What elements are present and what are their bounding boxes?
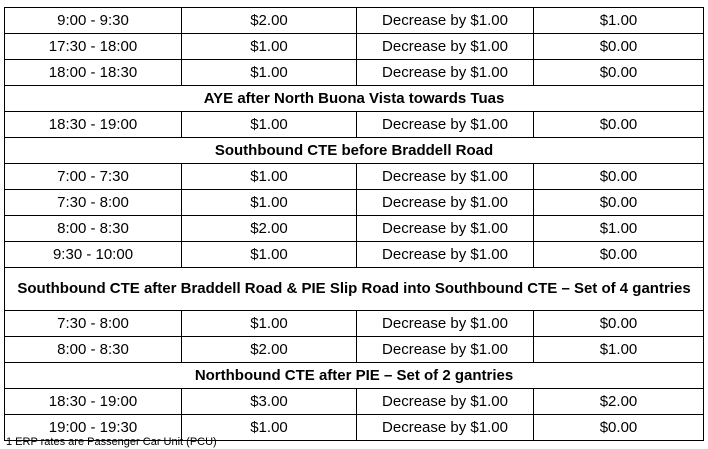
time-cell: 17:30 - 18:00 <box>5 34 182 60</box>
section-header-row <box>5 86 704 112</box>
change-cell: Decrease by $1.00 <box>357 311 534 337</box>
time-cell: 9:00 - 9:30 <box>5 8 182 34</box>
new-rate-cell: $0.00 <box>534 190 704 216</box>
change-cell: Decrease by $1.00 <box>357 389 534 415</box>
current-rate-cell: $2.00 <box>182 216 357 242</box>
current-rate-cell: $1.00 <box>182 112 357 138</box>
change-cell: Decrease by $1.00 <box>357 164 534 190</box>
new-rate-cell: $1.00 <box>534 216 704 242</box>
table-row <box>5 8 704 34</box>
section-header-row <box>5 363 704 389</box>
new-rate-cell: $1.00 <box>534 8 704 34</box>
table-row <box>5 164 704 190</box>
new-rate-cell: $1.00 <box>534 337 704 363</box>
new-rate-cell: $0.00 <box>534 112 704 138</box>
section-header-row <box>5 138 704 164</box>
erp-rates-table <box>4 7 704 441</box>
current-rate-cell: $3.00 <box>182 389 357 415</box>
table-row <box>5 389 704 415</box>
table-row <box>5 34 704 60</box>
table-row <box>5 60 704 86</box>
table-row <box>5 216 704 242</box>
new-rate-cell: $0.00 <box>534 60 704 86</box>
time-cell: 7:00 - 7:30 <box>5 164 182 190</box>
new-rate-cell: $2.00 <box>534 389 704 415</box>
time-cell: 18:30 - 19:00 <box>5 389 182 415</box>
change-cell: Decrease by $1.00 <box>357 337 534 363</box>
current-rate-cell: $1.00 <box>182 242 357 268</box>
new-rate-cell: $0.00 <box>534 34 704 60</box>
current-rate-cell: $1.00 <box>182 415 357 441</box>
new-rate-cell: $0.00 <box>534 415 704 441</box>
time-cell: 8:00 - 8:30 <box>5 216 182 242</box>
current-rate-cell: $1.00 <box>182 34 357 60</box>
time-cell: 7:30 - 8:00 <box>5 311 182 337</box>
current-rate-cell: $2.00 <box>182 8 357 34</box>
change-cell: Decrease by $1.00 <box>357 34 534 60</box>
section-title: Southbound CTE before Braddell Road <box>5 138 704 164</box>
change-cell: Decrease by $1.00 <box>357 112 534 138</box>
current-rate-cell: $1.00 <box>182 60 357 86</box>
change-cell: Decrease by $1.00 <box>357 8 534 34</box>
table-row <box>5 311 704 337</box>
time-cell: 7:30 - 8:00 <box>5 190 182 216</box>
section-title: Northbound CTE after PIE – Set of 2 gantries <box>5 363 704 389</box>
current-rate-cell: $2.00 <box>182 337 357 363</box>
current-rate-cell: $1.00 <box>182 164 357 190</box>
section-header-row <box>5 268 704 311</box>
time-cell: 19:00 - 19:30 <box>5 415 182 441</box>
change-cell: Decrease by $1.00 <box>357 216 534 242</box>
table-row <box>5 242 704 268</box>
section-title: Southbound CTE after Braddell Road & PIE Slip Road into Southbound CTE – Set of 4 gantries <box>5 268 704 311</box>
change-cell: Decrease by $1.00 <box>357 242 534 268</box>
time-cell: 8:00 - 8:30 <box>5 337 182 363</box>
time-cell: 9:30 - 10:00 <box>5 242 182 268</box>
change-cell: Decrease by $1.00 <box>357 415 534 441</box>
new-rate-cell: $0.00 <box>534 311 704 337</box>
change-cell: Decrease by $1.00 <box>357 190 534 216</box>
section-title: AYE after North Buona Vista towards Tuas <box>5 86 704 112</box>
current-rate-cell: $1.00 <box>182 190 357 216</box>
time-cell: 18:30 - 19:00 <box>5 112 182 138</box>
change-cell: Decrease by $1.00 <box>357 60 534 86</box>
footnote: 1 ERP rates are Passenger Car Unit (PCU) <box>6 436 217 448</box>
table-row <box>5 190 704 216</box>
time-cell: 18:00 - 18:30 <box>5 60 182 86</box>
table-row <box>5 112 704 138</box>
new-rate-cell: $0.00 <box>534 242 704 268</box>
current-rate-cell: $1.00 <box>182 311 357 337</box>
new-rate-cell: $0.00 <box>534 164 704 190</box>
table-row <box>5 337 704 363</box>
